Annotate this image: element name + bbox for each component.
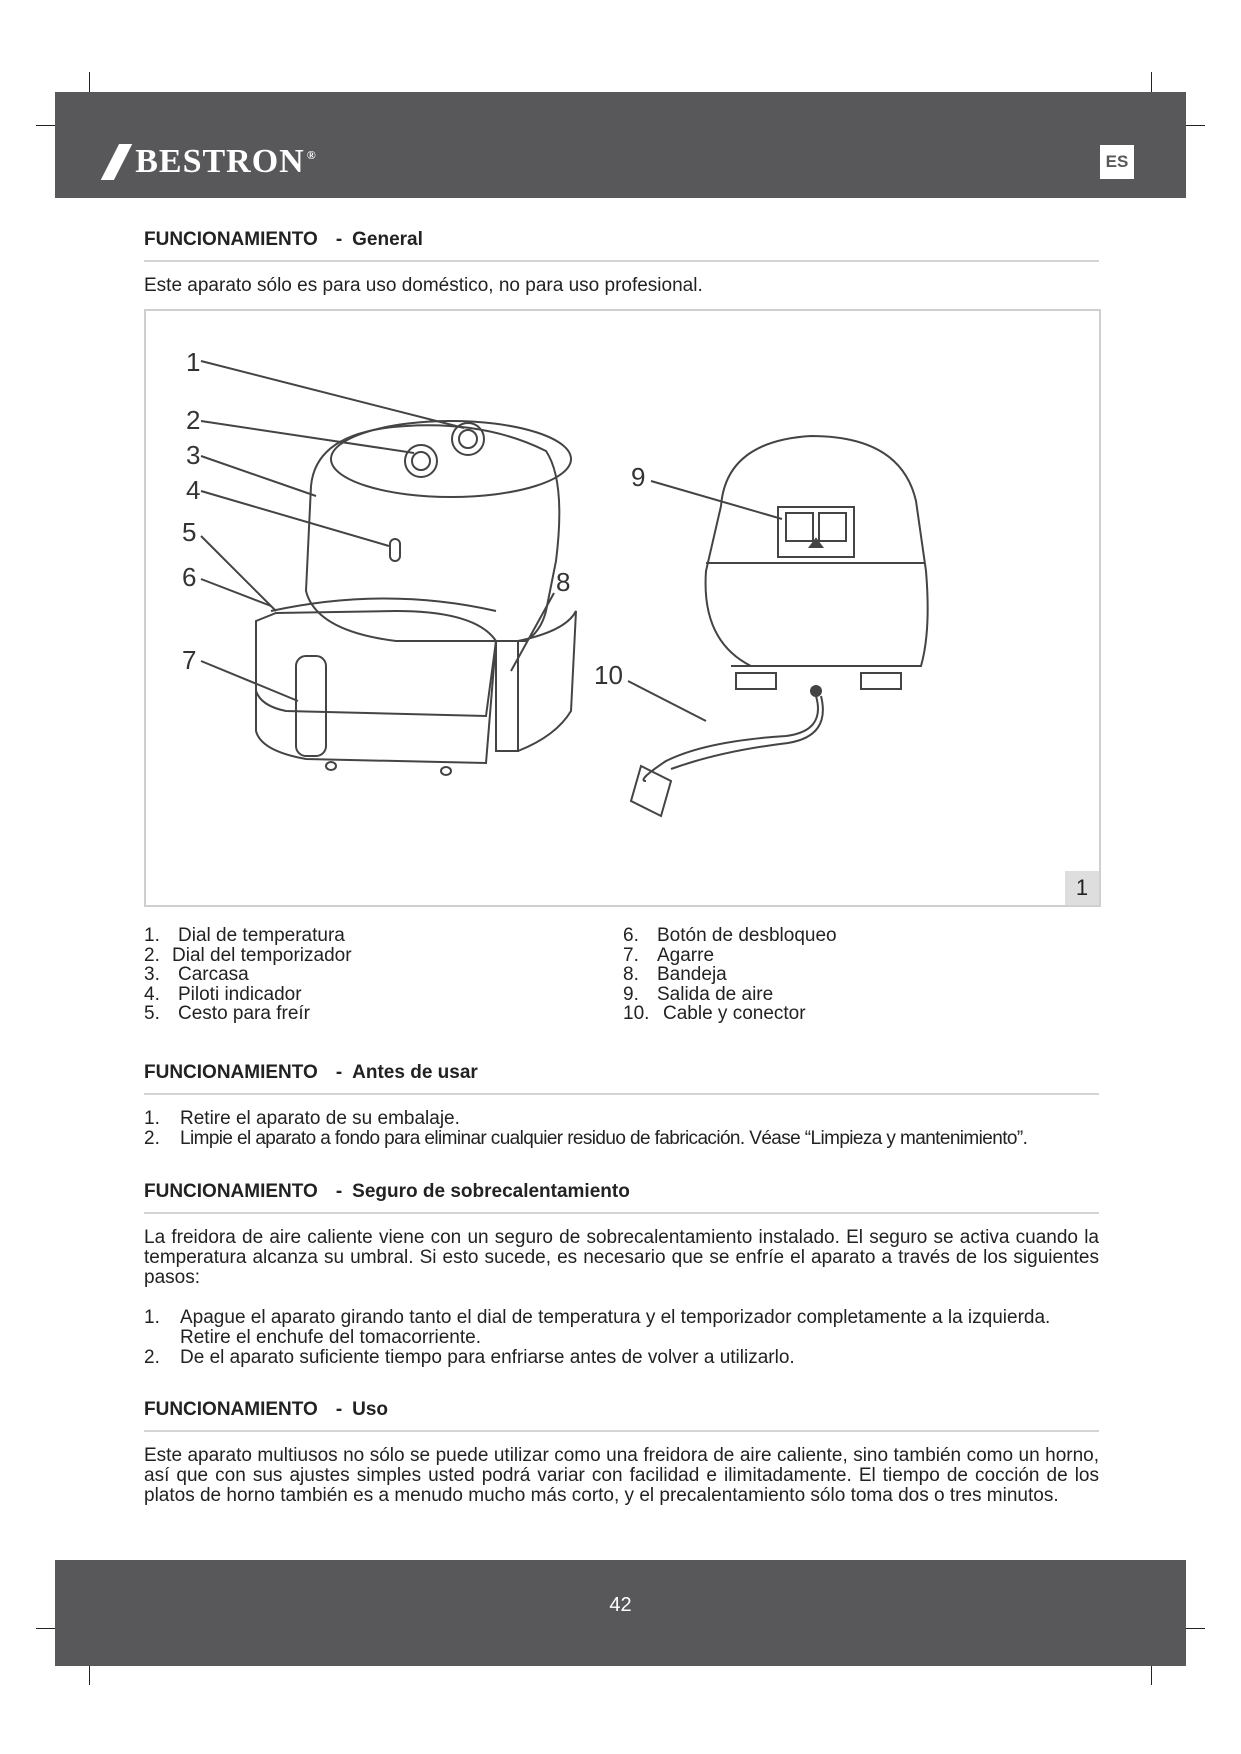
section-general (144, 229, 1099, 296)
air-outlet (778, 507, 854, 557)
section-title: FUNCIONAMIENTO - Uso (144, 1399, 1099, 1432)
fryer-back-view (706, 436, 928, 666)
list-item: 6. Botón de desbloqueo (623, 925, 837, 946)
air-fryer-illustration (146, 311, 1099, 905)
callout-9: 9 (631, 462, 646, 492)
tray (496, 641, 518, 751)
basket-drawer (256, 611, 496, 716)
callout-8: 8 (556, 567, 571, 597)
callout-labels (182, 347, 645, 690)
language-badge: ES (1100, 145, 1134, 179)
figure-number: 1 (1065, 871, 1099, 905)
power-cable (644, 696, 819, 781)
section-title: FUNCIONAMIENTO - Seguro de sobrecalentamiento (144, 1181, 1099, 1214)
basket-handle (296, 656, 326, 756)
plug-connector (631, 766, 671, 816)
intro-text: Este aparato sólo es para uso doméstico, no para uso profesional. (144, 275, 703, 296)
list-item: 4. Piloti indicador (144, 983, 302, 1005)
section-overheat (144, 1181, 1099, 1368)
list-item: 2. Limpie el aparato a fondo para eliminar cualquier residuo de fabricación. Véase “Limpieza y mantenimiento”. (144, 1128, 1028, 1149)
list-item: 7. Agarre (623, 944, 715, 966)
product-diagram (144, 309, 1101, 907)
fryer-top-panel (331, 421, 571, 497)
section-title: FUNCIONAMIENTO - General (144, 229, 1099, 262)
right-vent (861, 673, 901, 689)
parts-list-left (144, 926, 352, 1024)
indicator-light (390, 539, 400, 561)
section-title: FUNCIONAMIENTO - Antes de usar (144, 1062, 1099, 1095)
left-vent (736, 673, 776, 689)
list-item: 2. Dial del temporizador (144, 944, 352, 966)
brand-logo (105, 136, 317, 187)
page-header (55, 92, 1186, 198)
overheat-text: La freidora de aire caliente viene con un seguro de sobrecalentamiento instalado. El seguro se activa cuando la temperatura alcanza su umbral. Si esto sucede, es necesario que se enfríe el aparato a través de los siguientes pasos: (144, 1227, 1099, 1288)
usage-text: Este aparato multiusos no sólo se puede utilizar como una freidora de aire caliente, sino también como un horno, así que con sus ajustes simples usted podrá variar con facilidad e ilimitadamente. El tiempo de cocción de los platos de horno también es a menudo mucho más corto, y el precalentamiento sólo toma dos o tres minutos. (144, 1445, 1099, 1506)
callout-5: 5 (182, 517, 197, 547)
list-item: 1. Retire el aparato de su embalaje. (144, 1108, 460, 1129)
list-item: 9. Salida de aire (623, 983, 774, 1005)
section-usage (144, 1399, 1099, 1506)
callout-3: 3 (186, 440, 201, 470)
page-footer (55, 1560, 1186, 1666)
callout-10: 10 (594, 660, 623, 690)
list-item: 1. Dial de temperatura (144, 925, 345, 946)
section-before-use (144, 1062, 1099, 1149)
list-item: 5. Cesto para freír (144, 1003, 310, 1024)
callout-6: 6 (182, 562, 197, 592)
callout-7: 7 (182, 645, 197, 675)
timer-dial (405, 445, 437, 477)
overheat-steps (144, 1308, 1099, 1368)
list-item: 2. De el aparato suficiente tiempo para enfriarse antes de volver a utilizarlo. (144, 1347, 795, 1368)
brand-name: BESTRON ® (135, 142, 317, 180)
list-item: 1. Apague el aparato girando tanto el dial de temperatura y el temporizador completamente a la izquierda. Retire el enchufe del tomacorriente. (144, 1307, 1051, 1348)
chevron-logo-icon: /// (105, 136, 118, 187)
callout-2: 2 (186, 405, 201, 435)
list-item: 3. Carcasa (144, 964, 249, 985)
list-item: 8. Bandeja (623, 964, 727, 985)
before-use-steps (144, 1109, 1099, 1149)
page-number: 42 (609, 1594, 632, 1616)
callout-1: 1 (186, 347, 201, 377)
callout-4: 4 (186, 475, 201, 505)
parts-list-right (623, 926, 837, 1024)
list-item: 10. Cable y conector (623, 1003, 806, 1024)
